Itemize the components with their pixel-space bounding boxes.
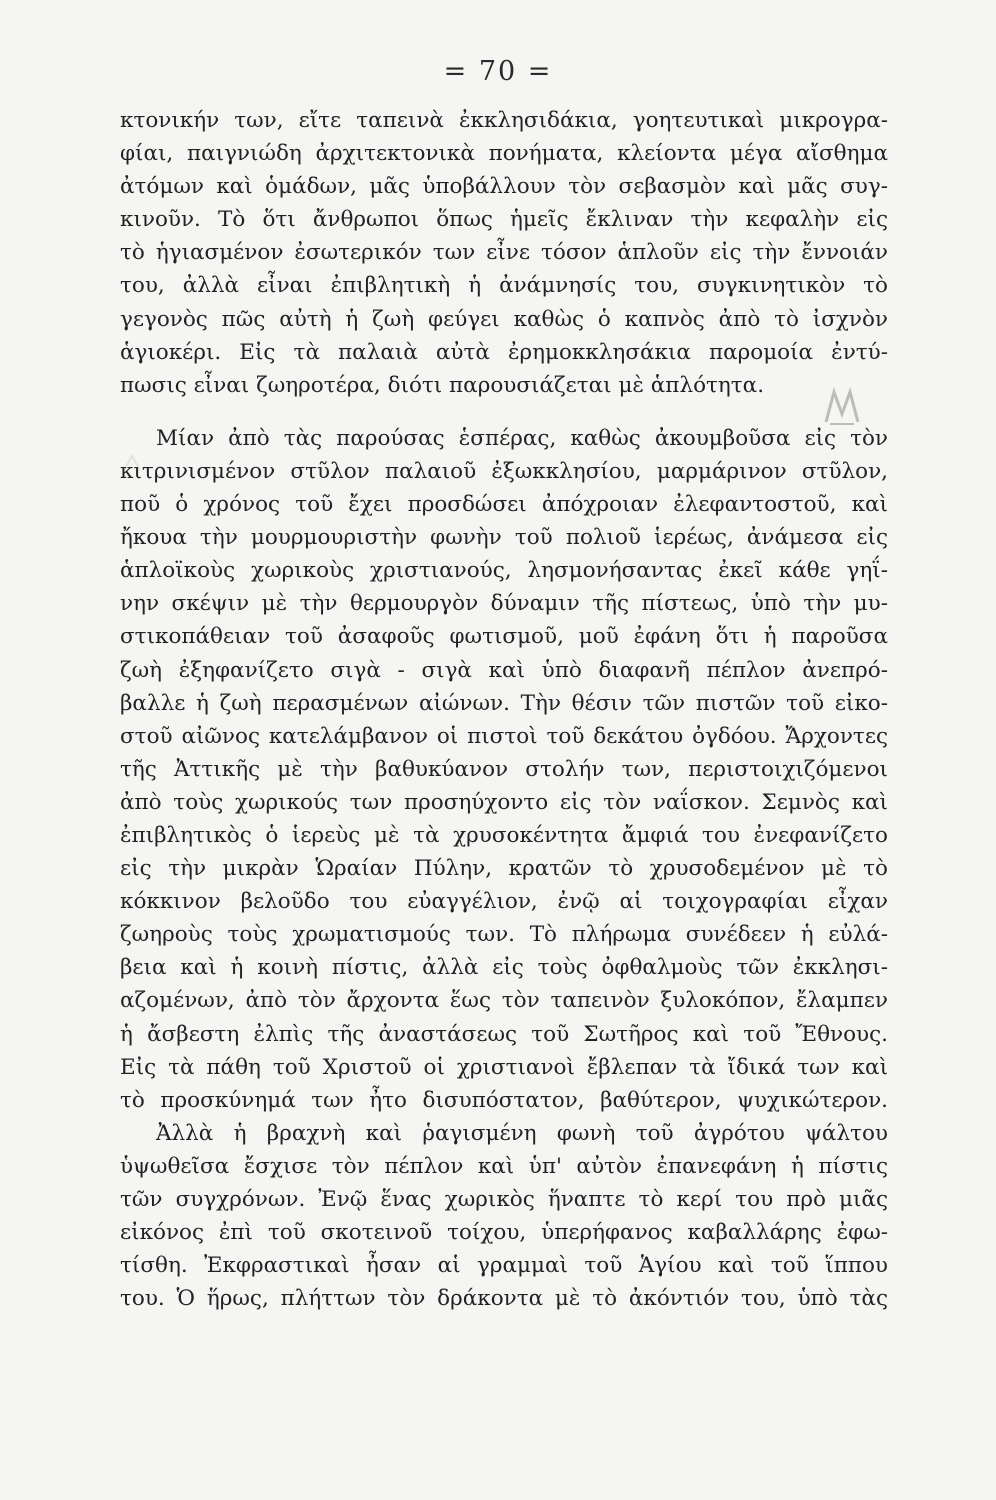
text-line: γεγονὸς πῶς αὐτὴ ἡ ζωὴ φεύγει καθὼς ὁ καπνὸς ἀπὸ τὸ ἰσχνὸν xyxy=(120,306,888,332)
text-line: ἐπιβλητικὸς ὁ ἱερεὺς μὲ τὰ χρυσοκέντητα ἄμφιά του ἐνεφανίζετο xyxy=(120,822,888,848)
text-line: κιτρινισμένον στῦλον παλαιοῦ ἐξωκκλησίου, μαρμάρινον στῦλον, xyxy=(120,458,888,484)
text-line: του. Ὁ ἥρως, πλήττων τὸν δράκοντα μὲ τὸ ἀκόντιόν του, ὑπὸ τὰς xyxy=(120,1286,888,1312)
text-line: στοῦ αἰῶνος κατελάμβανον οἱ πιστοὶ τοῦ δεκάτου ὀγδόου. Ἄρχοντες xyxy=(120,723,888,749)
text-line: ἀτόμων καὶ ὁμάδων, μᾶς ὑποβάλλουν τὸν σεβασμὸν καὶ μᾶς συγ- xyxy=(120,174,888,200)
page-body-text xyxy=(120,104,888,1315)
text-line: ἁγιοκέρι. Εἰς τὰ παλαιὰ αὐτὰ ἐρημοκκλησάκια παρομοία ἐντύ- xyxy=(120,339,888,365)
text-line: ζωηροὺς τοὺς χρωματισμούς των. Τὸ πλήρωμα συνέδεεν ἡ εὐλά- xyxy=(120,922,888,948)
text-line: ὑψωθεῖσα ἔσχισε τὸν πέπλον καὶ ὑπ' αὐτὸν ἐπανεφάνη ἡ πίστις xyxy=(120,1153,888,1179)
text-line: εἰς τὴν μικρὰν Ὡραίαν Πύλην, κρατῶν τὸ χρυσοδεμένον μὲ τὸ xyxy=(120,856,888,882)
paragraph-spacer xyxy=(120,402,888,422)
text-line: ἀπὸ τοὺς χωρικούς των προσηύχοντο εἰς τὸν ναΐσκον. Σεμνὸς καὶ xyxy=(120,789,888,815)
text-line: Εἰς τὰ πάθη τοῦ Χριστοῦ οἱ χριστιανοὶ ἔβλεπαν τὰ ἴδικά των καὶ xyxy=(120,1054,888,1080)
paragraph-3 xyxy=(120,1117,888,1316)
text-line: ποῦ ὁ χρόνος τοῦ ἔχει προσδώσει ἀπόχροιαν ἐλεφαντοστοῦ, καὶ xyxy=(120,492,888,518)
text-line: κτονικήν των, εἴτε ταπεινὰ ἐκκλησιδάκια, γοητευτικαὶ μικρογρα- xyxy=(120,108,888,133)
text-line: κινοῦν. Τὸ ὅτι ἄνθρωποι ὅπως ἡμεῖς ἔκλιναν τὴν κεφαλὴν εἰς xyxy=(120,207,888,233)
text-line: Μίαν ἀπὸ τὰς παρούσας ἑσπέρας, καθὼς ἀκουμβοῦσα εἰς τὸν xyxy=(156,425,888,451)
text-line: του, ἀλλὰ εἶναι ἐπιβλητικὴ ἡ ἀνάμνησίς του, συγκινητικὸν τὸ xyxy=(120,273,888,299)
text-line: τὸ ἡγιασμένον ἐσωτερικόν των εἶνε τόσον ἁπλοῦν εἰς τὴν ἔννοιάν xyxy=(120,240,888,266)
text-line: νην σκέψιν μὲ τὴν θερμουργὸν δύναμιν τῆς πίστεως, ὑπὸ τὴν μυ- xyxy=(120,591,888,617)
text-line: τῶν συγχρόνων. Ἐνῷ ἕνας χωρικὸς ἥναπτε τὸ κερί του πρὸ μιᾶς xyxy=(120,1187,888,1212)
faint-mark-icon xyxy=(122,452,150,474)
text-line: εἰκόνος ἐπὶ τοῦ σκοτεινοῦ τοίχου, ὑπερήφανος καβαλλάρης ἐφω- xyxy=(120,1220,888,1246)
text-line: ἁπλοϊκοὺς χωρικοὺς χριστιανούς, λησμονήσαντας ἐκεῖ κάθε γηΐ- xyxy=(120,558,888,584)
text-line: τὸ προσκύνημά των ἦτο δισυπόστατον, βαθύτερον, ψυχικώτερον. xyxy=(120,1087,888,1113)
paragraph-1 xyxy=(120,104,888,402)
library-stamp-icon xyxy=(820,384,864,428)
text-line: αζομένων, ἀπὸ τὸν ἄρχοντα ἕως τὸν ταπεινὸν ξυλοκόπον, ἔλαμπεν xyxy=(120,988,888,1014)
text-line: στικοπάθειαν τοῦ ἀσαφοῦς φωτισμοῦ, μοῦ ἐφάνη ὅτι ἡ παροῦσα xyxy=(120,624,888,650)
text-line: τίσθη. Ἐκφραστικαὶ ἦσαν αἱ γραμμαὶ τοῦ Ἁγίου καὶ τοῦ ἵππου xyxy=(120,1253,888,1279)
text-line: τῆς Ἀττικῆς μὲ τὴν βαθυκύανον στολήν των, περιστοιχιζόμενοι xyxy=(120,756,888,782)
text-line: κόκκινον βελοῦδο του εὐαγγέλιον, ἐνῷ αἱ τοιχογραφίαι εἶχαν xyxy=(120,889,888,915)
text-line: βαλλε ἡ ζωὴ περασμένων αἰώνων. Τὴν θέσιν τῶν πιστῶν τοῦ εἰκο- xyxy=(120,690,888,716)
text-line: φίαι, παιγνιώδη ἀρχιτεκτονικὰ πονήματα, κλείοντα μέγα αἴσθημα xyxy=(120,141,888,167)
paragraph-2 xyxy=(120,422,888,1117)
text-line: πωσις εἶναι ζωηροτέρα, διότι παρουσιάζεται μὲ ἁπλότητα. xyxy=(120,372,765,398)
text-line: Ἀλλὰ ἡ βραχνὴ καὶ ῥαγισμένη φωνὴ τοῦ ἀγρότου ψάλτου xyxy=(156,1120,888,1146)
text-line: ἡ ἄσβεστη ἐλπὶς τῆς ἀναστάσεως τοῦ Σωτῆρος καὶ τοῦ Ἔθνους. xyxy=(120,1021,888,1047)
text-line: ζωὴ ἐξηφανίζετο σιγὰ - σιγὰ καὶ ὑπὸ διαφανῆ πέπλον ἀνεπρό- xyxy=(120,657,888,683)
text-line: ἤκουα τὴν μουρμουριστὴν φωνὴν τοῦ πολιοῦ ἱερέως, ἀνάμεσα εἰς xyxy=(120,525,888,551)
page-number: = 70 = xyxy=(443,56,553,87)
text-line: βεια καὶ ἡ κοινὴ πίστις, ἀλλὰ εἰς τοὺς ὀφθαλμοὺς τῶν ἐκκλησι- xyxy=(120,955,888,981)
